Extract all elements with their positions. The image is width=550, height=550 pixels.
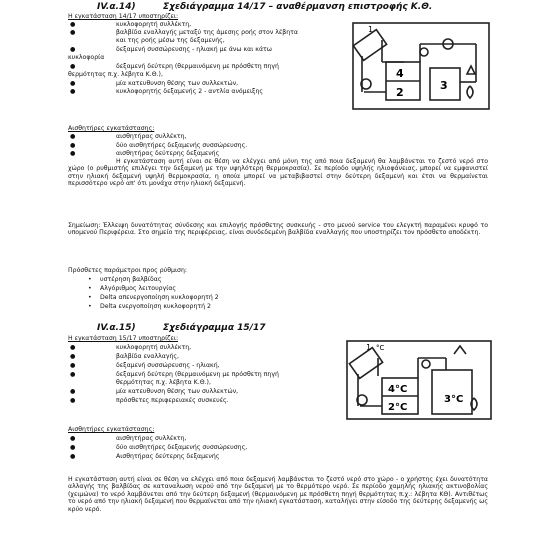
list-item: βαλβίδα εναλλαγής,	[116, 353, 180, 360]
diagram15-tank1-top-label: 4°C	[388, 384, 408, 395]
bullet-icon: ●	[70, 353, 76, 360]
bullet-icon: ●	[70, 133, 76, 140]
list-item: κυκλοφορητή συλλέκτη,	[116, 344, 192, 351]
list-item: Delta απενεργοποίηση κυκλοφορητή 2	[100, 294, 219, 301]
section-15-number: IV.α.15)	[97, 323, 136, 333]
diagram14-tank2-label: 3	[440, 79, 448, 92]
bullet-icon: ●	[70, 397, 76, 404]
system-diagram-15	[346, 340, 492, 420]
bullet-icon: •	[88, 276, 92, 283]
list-item: αισθητήρας δεύτερης δεξαμενής	[116, 150, 220, 157]
bullet-icon: ●	[70, 63, 76, 70]
list-item: υστέρηση βαλβίδας	[100, 276, 162, 283]
list-item: αισθητήρας συλλέκτη,	[116, 435, 187, 442]
bullet-icon: ●	[70, 46, 76, 53]
list-item: μία κατευθυνση θέσης των συλλεκτών,	[116, 80, 239, 87]
list-item: αισθητήρας συλλέκτη,	[116, 133, 187, 140]
list-item: δεξαμενή συσσώρευσης - ηλιακή με άνω και κάτω	[116, 46, 272, 53]
list-item: Αισθητήρας δεύτερης δεξαμενής	[116, 453, 220, 460]
list-item: θερμότητας π.χ. λέβητα Κ.Θ.),	[116, 379, 211, 386]
system-diagram-14	[352, 22, 490, 110]
bullet-icon: ●	[70, 435, 76, 442]
list-item: Αλγόριθμος λειτουργίας	[100, 285, 177, 292]
diagram15-sensor1-label: 1	[366, 343, 372, 352]
s15-sensors-heading: Αισθητήρες εγκατάστασης:	[68, 426, 155, 433]
list-item: δύο αισθητήρες δεξαμενής συσσώρευσης.	[116, 142, 248, 149]
bullet-icon: ●	[70, 453, 76, 460]
diagram14-tank1-bottom-label: 2	[396, 86, 404, 99]
bullet-icon: ●	[70, 29, 76, 36]
list-item: θερμότητας π.χ. λέβητα Κ.Θ.),	[68, 71, 163, 78]
bullet-icon: ●	[70, 371, 76, 378]
bullet-icon: ●	[70, 444, 76, 451]
list-item: πρόσθετες περιφερειακές συσκευές.	[116, 397, 229, 404]
list-item: Delta ενεργοποίηση κυκλοφορητή 2	[100, 303, 211, 310]
list-item: κυκλοφορία	[68, 54, 105, 61]
list-item: και της ροής μέσω της δεξαμενής,	[116, 37, 225, 44]
bullet-icon: •	[88, 294, 92, 301]
bullet-icon: ●	[70, 21, 76, 28]
s14-install-heading: Η εγκατάσταση 14/17 υποστηρίζει:	[68, 13, 179, 20]
s15-description-paragraph: Η εγκατάσταση αυτή είναι σε θέση να ελέγχει από ποια δεξαμενή λαμβάνεται το ζεστό νερό στο χώρο - ο χρήστης έχει δυνατότητα αλλαγής της βαλβίδας σε καταναλωση νερού από την δεξαμενή με το θερμότερο νερό. Σε περίοδο χαμηλής ηλιακής ακτινοβολίας (χειμώνα) το νερό λαμβάνεται από την δεύτερη δεξαμενή (θερμαινόμενη με πρόσθετη πηγή θερμότητας π.χ.: λέβητα ΚΘ). Αντιθέτως το νερό από την ηλιακή δεξαμενή που θερμαίνεται από την ηλιακή εγκατάσταση, καταλήγει στην είσοδο της δεύτερης δεξαμενής ως κρύο νερό.	[68, 476, 488, 513]
bullet-icon: ●	[70, 150, 76, 157]
list-item: κυκλοφορητής δεξαμενής 2 - αντλία ανόμειξης	[116, 88, 264, 95]
bullet-icon: ●	[70, 80, 76, 87]
s14-note-paragraph: Σημείωση: Έλλειψη δυνατότητας σύνδεσης και επιλογής πρόσθετης συσκευής - στο μενού service του ελεγκτή παραμένει κρυφό το υπομενού Περιφέρεια. Στο σημείο της περιφέρειας, είναι συνδεδεμένη βαλβίδα εναλλαγής που υποστηρίζει τον πρόσθετο αποδέκτη.	[68, 222, 488, 237]
diagram15-unit-label: °C	[376, 344, 385, 352]
diagram15-tank2-label: 3°C	[444, 394, 464, 405]
section-14-title: Σχεδιάγραμμα 14/17 – αναθέρμανση επιστροφής Κ.Θ.	[163, 2, 433, 12]
list-item: δεξαμενή συσσώρευσης - ηλιακή,	[116, 362, 220, 369]
list-item: κυκλοφορητή συλλέκτη,	[116, 21, 192, 28]
bullet-icon: ●	[70, 142, 76, 149]
bullet-icon: ●	[70, 88, 76, 95]
bullet-icon: ●	[70, 388, 76, 395]
diagram15-tank1-bottom-label: 2°C	[388, 402, 408, 413]
diagram14-sensor1-label: 1	[368, 25, 374, 34]
s14-description-paragraph: Η εγκατάσταση αυτή είναι σε θέση να ελέγχει από μόνη της από ποια δεξαμενή θα λαμβάνεται το ζεστό νερό στο χώρο (ο ρυθμιστής επιλέγει την δεξαμενή με την υψηλότερη θερμοκρασία). Σε περίοδο υψηλής ηλιοφάνειας, μπορεί να εμφανιστεί στην ηλιακή δεξαμενή υψηλή θερμοκρασία, η οποία μπορεί να μεταβιβαστεί στην δεύτερη δεξαμενή και έτσι να θερμαίνεται περισσότερο νερό απ' ότι μονάχα στην ηλιακή δεξαμενή.	[68, 158, 488, 188]
bullet-icon: ●	[70, 344, 76, 351]
diagram14-tank1-top-label: 4	[396, 67, 404, 80]
bullet-icon: •	[88, 285, 92, 292]
section-14-number: IV.α.14)	[97, 2, 136, 12]
list-item: δεξαμενή δεύτερη (θερμαινόμενη με πρόσθετη πηγή	[116, 371, 279, 378]
bullet-icon: •	[88, 303, 92, 310]
section-15-title: Σχεδιάγραμμα 15/17	[163, 323, 266, 333]
s14-params-heading: Πρόσθετες παράμετροι προς ρύθμιση:	[68, 267, 187, 274]
list-item: μία κατευθυνση θέσης των συλλεκτών,	[116, 388, 239, 395]
list-item: δεξαμενή δεύτερη (θερμαινόμενη με πρόσθετη πηγή	[116, 63, 279, 70]
list-item: βαλβίδα εναλλαγής μεταξύ της άμεσης ροής στον λέβητα	[116, 29, 298, 36]
list-item: δύο αισθητήρες δεξαμενής συσσώρευσης,	[116, 444, 248, 451]
s14-sensors-heading: Αισθητήρες εγκατάστασης:	[68, 125, 155, 132]
s15-install-heading: Η εγκατάσταση 15/17 υποστηρίζει:	[68, 335, 179, 342]
bullet-icon: ●	[70, 362, 76, 369]
